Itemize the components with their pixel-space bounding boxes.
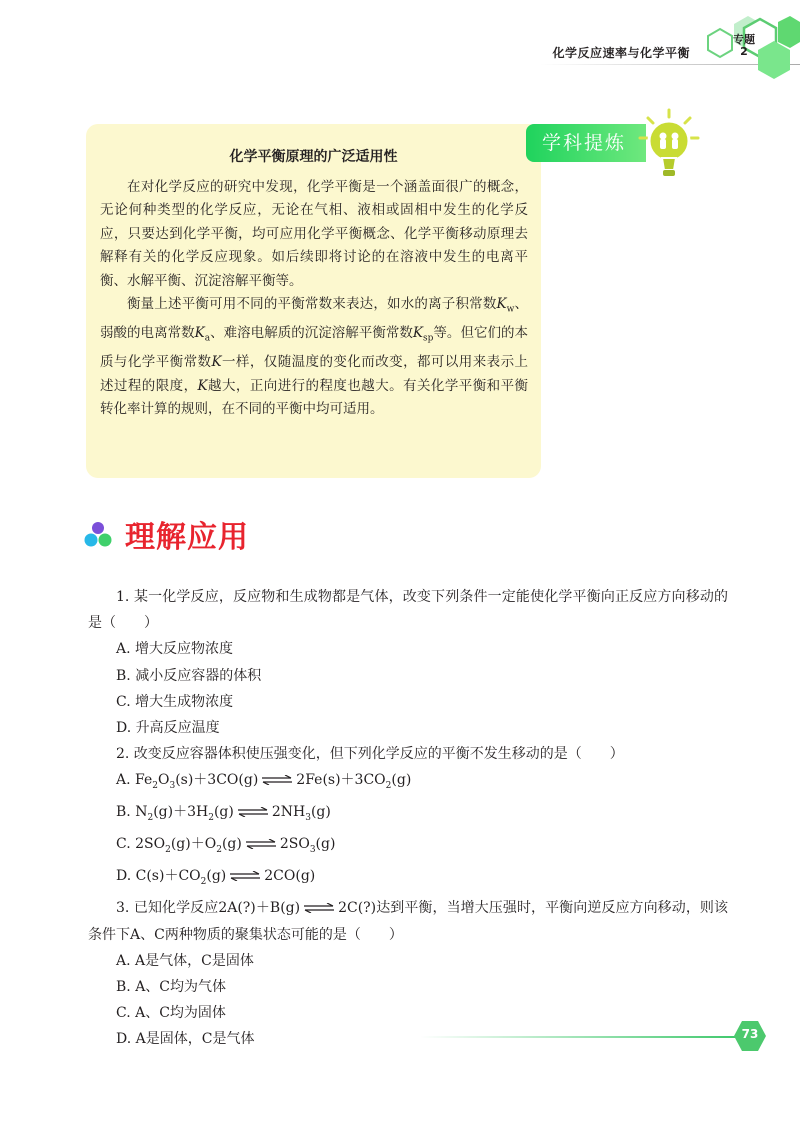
summary-paragraph: 衡量上述平衡可用不同的平衡常数来表达，如水的离子积常数$K_w$、弱酸的电离常数$K_a$、难溶电解质的沉淀溶解平衡常数$K_{sp}$等。但它们的本质与化学平衡常数K一样，仅随温度的变化而改变，都可以用来表示上述过程的限度，K越大，正向进行的程度也越大。有关化学平衡和平衡转化率计算的规则，在不同的平衡中均可适用。 (100, 296, 529, 418)
badge-label: 专题 (733, 33, 755, 46)
summary-body (100, 176, 528, 421)
section-title: 理解应用 (125, 520, 249, 555)
equilibrium-arrow-icon (302, 903, 336, 913)
equilibrium-arrow-icon (236, 807, 270, 817)
chapter-badge (726, 34, 762, 58)
summary-paragraph: 在对化学反应的研究中发现，化学平衡是一个涵盖面很广的概念，无论何种类型的化学反应，无论在气相、液相或固相中发生的化学反应，只要达到化学平衡，均可应用化学平衡概念、化学平衡移动原理去解释有关的化学反应现象。如后续即将讨论的在溶液中发生的电离平衡、水解平衡、沉淀溶解平衡等。 (100, 179, 528, 289)
chapter-title: 化学反应速率与化学平衡 (552, 46, 690, 60)
equilibrium-arrow-icon (260, 775, 294, 785)
equilibrium-arrow-icon (244, 839, 278, 849)
badge-number: 2 (740, 45, 748, 58)
question-2-option-b: B. $N_2(g)+3H_2(g)$ $2NH_3(g)$ (116, 804, 331, 824)
equilibrium-arrow-icon (228, 871, 262, 881)
question-3-option-c: C. A、C均为固体 (116, 1005, 226, 1022)
question-1-stem: 1. 某一化学反应，反应物和生成物都是气体，改变下列条件一定能使化学平衡向正反应方向移动的是（ ） (88, 589, 728, 632)
question-3-option-d: D. A是固体，C是气体 (116, 1031, 255, 1048)
question-list (88, 584, 728, 1053)
question-2-stem: 2. 改变反应容器体积使压强变化，但下列化学反应的平衡不发生移动的是（ ） (116, 746, 624, 763)
question-1-option-a: A. 增大反应物浓度 (116, 641, 234, 658)
question-2-option-a: A. $Fe_2O_3(s)+3CO(g)$ $2Fe(s)+3CO_2(g)$ (116, 772, 412, 792)
question-1-option-d: D. 升高反应温度 (116, 720, 220, 737)
summary-tag: 学科提炼 (526, 124, 646, 162)
question-1-option-b: B. 减小反应容器的体积 (116, 667, 262, 684)
question-2-option-d: D. $C(s)+CO_2(g)$ 2CO(g) (116, 868, 316, 888)
question-1-option-c: C. 增大生成物浓度 (116, 693, 234, 710)
summary-title: 化学平衡原理的广泛适用性 (229, 149, 398, 165)
lightbulb-icon (638, 108, 700, 180)
question-3-stem: 3. 已知化学反应2A(?)＋B(g) 2C(?)达到平衡，当增大压强时，平衡向逆反应方向移动，则该条件下A、C两种物质的聚集状态可能的是（ ） (88, 900, 728, 943)
footer-rule (420, 1036, 738, 1038)
question-3-option-b: B. A、C均为气体 (116, 979, 227, 996)
question-3-option-a: A. A是气体，C是固体 (116, 952, 254, 969)
question-2-option-c: C. $2SO_2(g)+O_2(g)$ $2SO_3(g)$ (116, 836, 336, 856)
cube-icon (84, 522, 112, 548)
page-number: 73 (741, 1027, 759, 1041)
